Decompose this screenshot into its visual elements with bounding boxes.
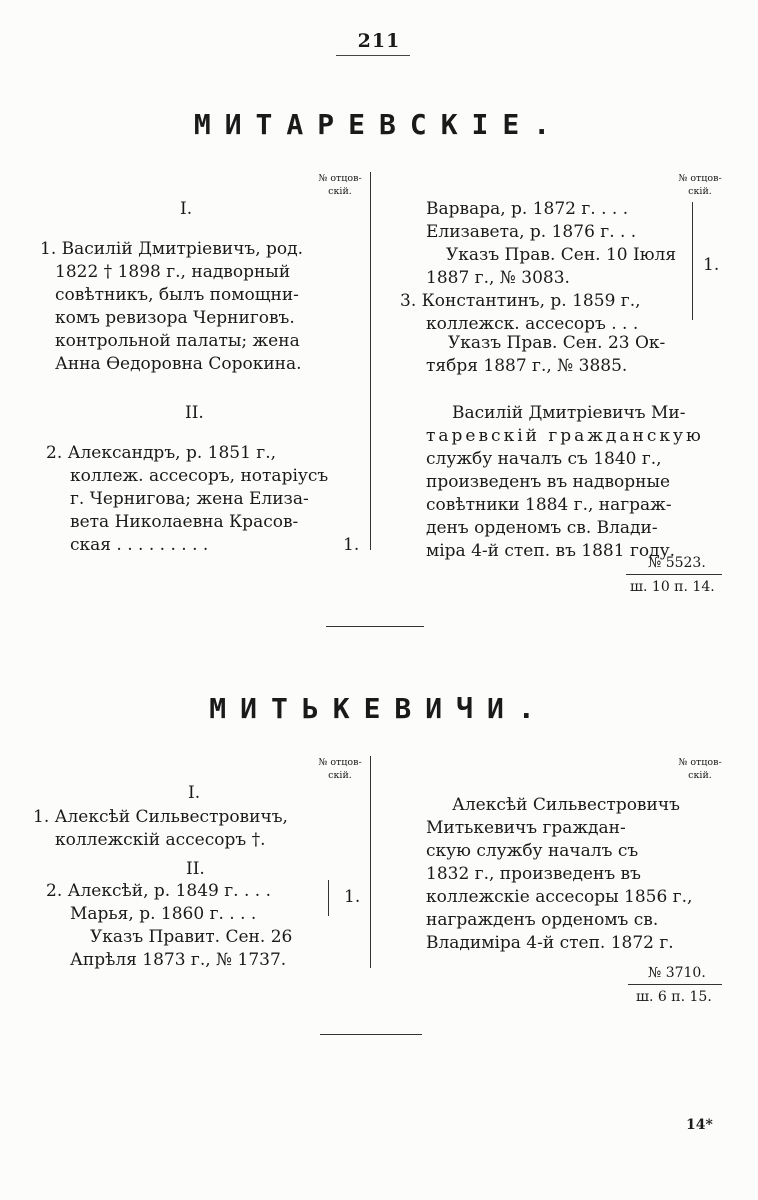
s1-file-rule — [626, 574, 722, 575]
s1-right-line: 1887 г., № 3083. — [426, 268, 570, 288]
column-rule — [370, 756, 371, 968]
s1-note-line: таревскій гражданскую — [426, 426, 704, 446]
s1-right-entries — [400, 198, 676, 336]
s1-e1-line: 1. Василій Дмитріевичъ, род. — [40, 239, 303, 259]
s1-right-bracket — [692, 202, 693, 320]
s2-note-line: 1832 г., произведенъ въ — [426, 864, 641, 884]
s2-note-line: Алексѣй Сильвестровичъ — [452, 795, 680, 815]
col-header-left: № отцов- скій. — [318, 757, 362, 781]
s1-right-parent-ref: 1. — [703, 255, 720, 275]
s2-note — [426, 794, 692, 955]
s1-e1-line: контрольной палаты; жена — [55, 331, 300, 351]
s1-e2-line: ская . . . . . . . . . — [70, 535, 209, 555]
s2-e1-line: 1. Алексѣй Сильвестровичъ, — [33, 807, 288, 827]
s1-generation-1: I. — [180, 199, 193, 219]
s1-note-line: Василій Дмитріевичъ Ми- — [452, 403, 686, 423]
col-header-right: № отцов- скій. — [678, 757, 722, 781]
s2-entry-2 — [46, 880, 292, 972]
s1-e1-line: комъ ревизора Черниговъ. — [55, 308, 295, 328]
s1-file-number: № 5523. — [648, 555, 706, 571]
s2-e2-bracket — [328, 880, 329, 916]
s2-note-line: коллежскіе ассесоры 1856 г., — [426, 887, 693, 907]
s1-e2-line: вета Николаевна Красов- — [70, 512, 299, 532]
s1-archive-location: ш. 10 п. 14. — [630, 579, 715, 595]
col-header-left: № отцов- скій. — [318, 173, 362, 197]
s1-note-line: произведенъ въ надворные — [426, 472, 671, 492]
s2-e2-line: Апрѣля 1873 г., № 1737. — [70, 950, 287, 970]
s1-e1-line: Анна Ѳедоровна Сорокина. — [55, 354, 302, 374]
s1-right-line: коллежск. ассесоръ . . . — [426, 314, 639, 334]
section2-title: МИТЬКЕВИЧИ. — [209, 692, 549, 725]
s2-file-rule — [628, 984, 722, 985]
s1-right-line: Варвара, р. 1872 г. . . . — [426, 199, 629, 219]
s2-e2-line: Указъ Правит. Сен. 26 — [90, 927, 293, 947]
column-rule — [370, 172, 371, 550]
s1-decree-line: Указъ Прав. Сен. 23 Ок- — [448, 333, 666, 353]
s2-generation-1: I. — [188, 783, 201, 803]
signature-mark: 14* — [686, 1117, 713, 1133]
s1-entry-1 — [40, 238, 303, 376]
s2-note-line: Митькевичъ граждан- — [426, 818, 626, 838]
s1-e2-parent-ref: 1. — [343, 535, 360, 555]
s2-note-line: награжденъ орденомъ св. — [426, 910, 659, 930]
s1-right-line: Елизавета, р. 1876 г. . . — [426, 222, 637, 242]
section1-title: МИТАРЕВСКІЕ. — [193, 108, 565, 141]
page-number-rule — [336, 55, 410, 56]
s1-note-line: міра 4-й степ. въ 1881 году. — [426, 541, 675, 561]
s2-note-line: Владиміра 4-й степ. 1872 г. — [426, 933, 674, 953]
s1-note-line: денъ орденомъ св. Влади- — [426, 518, 658, 538]
section-end-divider — [320, 1034, 422, 1035]
s1-e2-line: коллеж. ассесоръ, нотаріусъ — [70, 466, 329, 486]
s1-note-line: совѣтники 1884 г., награж- — [426, 495, 672, 515]
s2-e2-line: Марья, р. 1860 г. . . . — [70, 904, 257, 924]
s1-generation-2: II. — [185, 403, 204, 423]
s2-entry-1 — [33, 806, 288, 852]
s2-note-line: скую службу началъ съ — [426, 841, 639, 861]
s1-e2-line: г. Чернигова; жена Елиза- — [70, 489, 309, 509]
s2-file-number: № 3710. — [648, 965, 706, 981]
s2-e2-parent-ref: 1. — [344, 887, 361, 907]
s1-decree-line: тября 1887 г., № 3885. — [426, 356, 628, 376]
s1-decree — [426, 332, 665, 378]
s1-note-line: службу началъ съ 1840 г., — [426, 449, 662, 469]
page-number: 211 — [357, 30, 401, 52]
s2-e1-line: коллежскій ассесоръ †. — [55, 830, 266, 850]
s1-entry-2 — [46, 442, 328, 557]
s1-e1-line: совѣтникъ, былъ помощни- — [55, 285, 299, 305]
s1-right-line: Указъ Прав. Сен. 10 Іюля — [446, 245, 677, 265]
s2-generation-2: II. — [186, 859, 205, 879]
s1-e2-line: 2. Александръ, р. 1851 г., — [46, 443, 277, 463]
s1-note — [426, 402, 704, 563]
s1-right-line: 3. Константинъ, р. 1859 г., — [400, 291, 641, 311]
section-divider — [326, 626, 424, 627]
s1-e1-line: 1822 † 1898 г., надворный — [55, 262, 291, 282]
s2-e2-line: 2. Алексѣй, р. 1849 г. . . . — [46, 881, 271, 901]
col-header-right: № отцов- скій. — [678, 173, 722, 197]
s2-archive-location: ш. 6 п. 15. — [636, 989, 712, 1005]
